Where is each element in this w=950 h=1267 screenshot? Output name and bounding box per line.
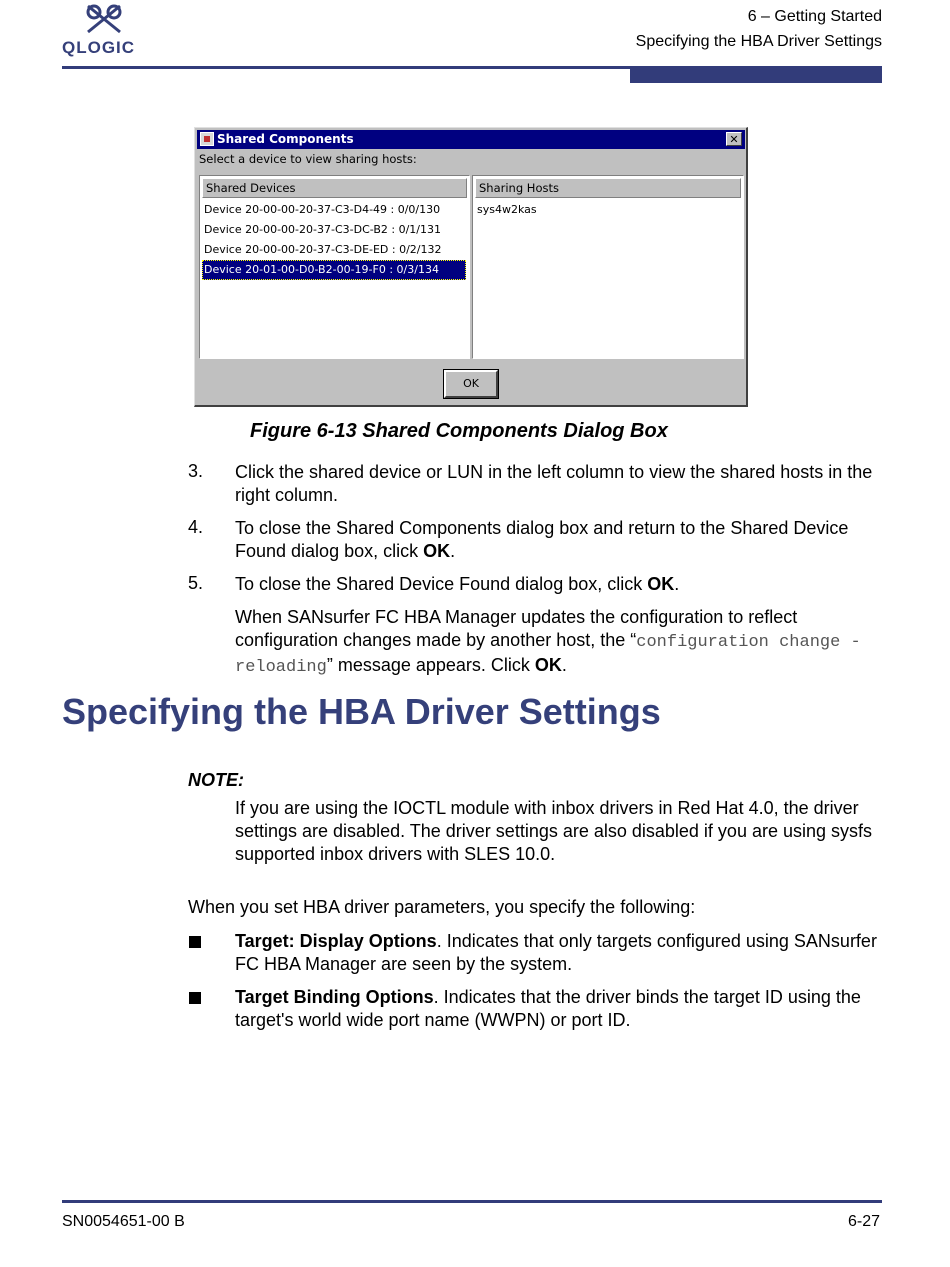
dialog-title: Shared Components bbox=[217, 132, 354, 146]
host-list bbox=[475, 200, 743, 220]
step-number: 3. bbox=[188, 461, 204, 481]
shared-devices-header[interactable]: Shared Devices bbox=[202, 178, 467, 198]
note-label: NOTE: bbox=[188, 770, 244, 790]
sharing-hosts-header[interactable]: Sharing Hosts bbox=[475, 178, 741, 198]
bullet-item: Target Binding Options. Indicates that the driver binds the target ID using the target's world wide port name (WWPN) or port ID. bbox=[235, 987, 861, 1030]
list-item[interactable]: Device 20-00-00-20-37-C3-D4-49 : 0/0/130 bbox=[204, 203, 441, 216]
close-icon[interactable]: ✕ bbox=[726, 132, 742, 146]
bullet-item: Target: Display Options. Indicates that only targets configured using SANsurfer FC HBA Manager are seen by the system. bbox=[235, 931, 877, 974]
figure-caption: Figure 6-13 Shared Components Dialog Box bbox=[250, 420, 668, 442]
header-accent-bar bbox=[630, 66, 882, 83]
list-item[interactable]: Device 20-00-00-20-37-C3-DE-ED : 0/2/132 bbox=[204, 243, 442, 256]
shared-devices-list[interactable] bbox=[199, 175, 470, 359]
list-item[interactable]: Device 20-01-00-D0-B2-00-19-F0 : 0/3/134 bbox=[202, 260, 466, 280]
step-text: To close the Shared Device Found dialog box, click OK. bbox=[235, 574, 680, 594]
sharing-hosts-list[interactable] bbox=[472, 175, 744, 359]
qlogic-logo bbox=[62, 4, 152, 56]
step-text: To close the Shared Components dialog box and return to the Shared Device Found dialog box, click OK. bbox=[235, 518, 849, 561]
ok-button[interactable]: OK bbox=[444, 370, 498, 398]
header-section: Specifying the HBA Driver Settings bbox=[635, 33, 882, 50]
shared-components-dialog bbox=[194, 127, 748, 407]
list-item[interactable]: Device 20-00-00-20-37-C3-DC-B2 : 0/1/131 bbox=[204, 223, 441, 236]
section-heading: Specifying the HBA Driver Settings bbox=[62, 691, 661, 732]
dialog-prompt: Select a device to view sharing hosts: bbox=[199, 152, 417, 166]
code-message: configuration change - reloading bbox=[235, 633, 861, 677]
list-item[interactable]: sys4w2kas bbox=[477, 203, 537, 216]
intro-text: When you set HBA driver parameters, you specify the following: bbox=[188, 897, 696, 917]
app-icon bbox=[200, 132, 214, 146]
step-number: 4. bbox=[188, 517, 204, 537]
qlogic-logo-icon bbox=[82, 4, 126, 34]
device-list bbox=[202, 200, 469, 280]
step-text: Click the shared device or LUN in the left column to view the shared hosts in the right column. bbox=[235, 462, 873, 505]
bullet-icon bbox=[189, 936, 201, 948]
footer-doc-id: SN0054651-00 B bbox=[62, 1213, 185, 1230]
footer-page-number: 6-27 bbox=[847, 1213, 880, 1230]
footer-rule bbox=[62, 1200, 882, 1203]
step-number: 5. bbox=[188, 573, 204, 593]
header-chapter: 6 – Getting Started bbox=[747, 8, 882, 25]
bullet-icon bbox=[189, 992, 201, 1004]
dialog-title-bar[interactable] bbox=[197, 130, 745, 149]
note-text: If you are using the IOCTL module with inbox drivers in Red Hat 4.0, the driver settings are disabled. The driver settings are also disabled if you are using sysfs supported inbox drivers with SLES 10.0. bbox=[235, 798, 873, 864]
step-5-detail: When SANsurfer FC HBA Manager updates the configuration to reflect configuration changes made by another host, the “configuration change - reloading” message appears. Click OK. bbox=[235, 607, 861, 677]
logo-text: QLOGIC bbox=[62, 38, 136, 57]
